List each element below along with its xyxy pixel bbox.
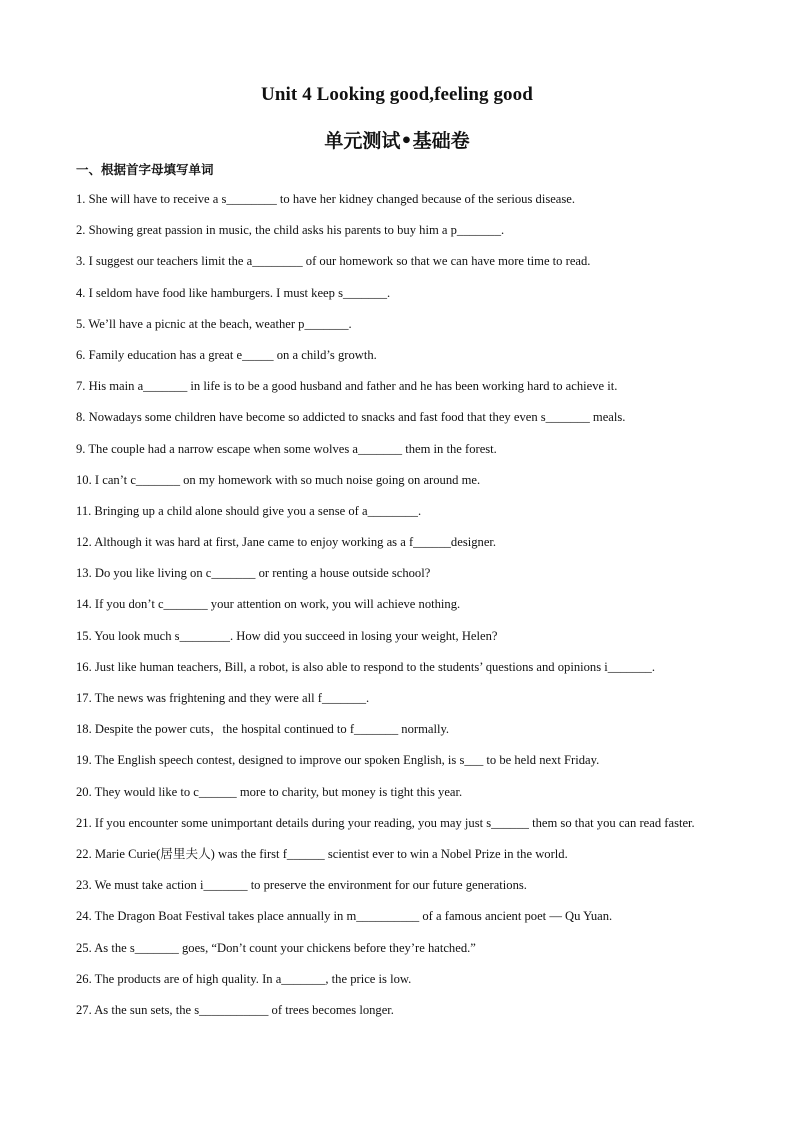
question-14: 14. If you don’t c_______ your attention on work, you will achieve nothing. [76,597,461,612]
question-27: 27. As the sun sets, the s___________ of trees becomes longer. [76,1002,394,1017]
question-22: 22. Marie Curie(居里夫人) was the first f______ scientist ever to win a Nobel Prize in the world. [76,846,568,861]
section-heading: 一、根据首字母填写单词 [76,162,214,177]
question-5: 5. We’ll have a picnic at the beach, weather p_______. [76,316,352,331]
question-18: 18. Despite the power cuts，the hospital continued to f_______ normally. [76,722,450,737]
question-10: 10. I can’t c_______ on my homework with so much noise going on around me. [76,472,481,487]
question-20: 20. They would like to c______ more to charity, but money is tight this year. [76,784,463,799]
question-11: 11. Bringing up a child alone should give you a sense of a________. [76,503,422,518]
question-2: 2. Showing great passion in music, the child asks his parents to buy him a p_______. [76,223,505,238]
question-1: 1. She will have to receive a s________ to have her kidney changed because of the serious disease. [76,192,576,206]
question-6: 6. Family education has a great e_____ on a child’s growth. [76,347,377,362]
question-4: 4. I seldom have food like hamburgers. I must keep s_______. [76,285,391,300]
question-26: 26. The products are of high quality. In a_______, the price is low. [76,971,412,986]
question-12: 12. Although it was hard at first, Jane came to enjoy working as a f______designer. [76,535,497,550]
question-list [76,184,726,1026]
question-25: 25. As the s_______ goes, “Don’t count your chickens before they’re hatched.” [76,940,476,955]
question-24: 24. The Dragon Boat Festival takes place annually in m__________ of a famous ancient poet — Qu Yuan. [76,909,613,924]
question-16: 16. Just like human teachers, Bill, a robot, is also able to respond to the students’ questions and opinions i_______. [76,659,656,674]
question-13: 13. Do you like living on c_______ or renting a house outside school? [76,566,431,581]
question-9: 9. The couple had a narrow escape when some wolves a_______ them in the forest. [76,441,497,456]
question-17: 17. The news was frightening and they were all f_______. [76,691,370,705]
page-title: Unit 4 Looking good,feeling good [261,84,533,105]
page-subtitle: 单元测试•基础卷 [324,130,470,152]
question-23: 23. We must take action i_______ to preserve the environment for our future generations. [76,878,527,893]
question-3: 3. I suggest our teachers limit the a________ of our homework so that we can have more time to read. [76,254,591,269]
question-19: 19. The English speech contest, designed to improve our spoken English, is s___ to be held next Friday. [76,753,600,768]
question-8: 8. Nowadays some children have become so addicted to snacks and fast food that they even s_______ meals. [76,410,626,425]
question-21: 21. If you encounter some unimportant details during your reading, you may just s______ them so that you can read faster. [76,815,695,830]
question-15: 15. You look much s________. How did you succeed in losing your weight, Helen? [76,628,498,643]
question-7: 7. His main a_______ in life is to be a good husband and father and he has been working hard to achieve it. [76,379,618,394]
